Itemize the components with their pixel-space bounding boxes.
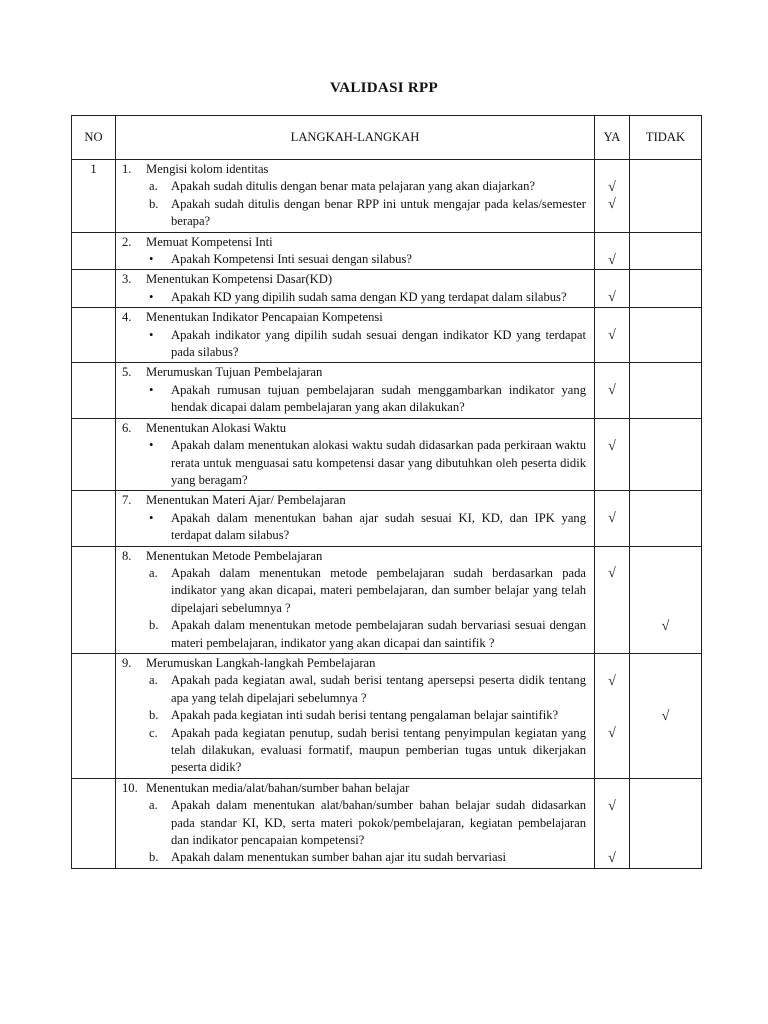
ya-cell <box>595 491 630 546</box>
tidak-cell <box>630 160 702 233</box>
row-number <box>72 308 116 363</box>
row-number <box>72 778 116 868</box>
question-item <box>146 725 586 777</box>
step-number: 3. <box>122 272 132 287</box>
check-mark-icon: √ <box>608 511 616 527</box>
step-heading <box>122 271 586 288</box>
row-number <box>72 270 116 308</box>
question-text: Apakah pada kegiatan inti sudah berisi tentang pengalaman belajar saintifik? <box>171 708 559 723</box>
table-row <box>72 418 702 491</box>
table-row <box>72 308 702 363</box>
question-item <box>146 510 586 545</box>
bullet-marker: • <box>149 438 154 453</box>
step-title: Merumuskan Tujuan Pembelajaran <box>146 365 323 380</box>
step-cell <box>116 653 595 778</box>
question-text: Apakah dalam menentukan metode pembelajaran sudah berdasarkan pada indikator yang akan dicapai, materi pembelajaran, dan sumber belajar yang telah dipelajari sebelumnya ? <box>171 565 586 615</box>
step-heading <box>122 780 586 797</box>
item-marker: b. <box>149 196 159 211</box>
check-mark-icon: √ <box>608 566 616 582</box>
question-item <box>146 849 586 866</box>
step-title: Menentukan Alokasi Waktu <box>146 420 287 435</box>
item-marker: b. <box>149 850 159 865</box>
ya-cell <box>595 232 630 270</box>
bullet-marker: • <box>149 510 154 525</box>
header-tidak: TIDAK <box>630 116 702 160</box>
item-marker: b. <box>149 618 159 633</box>
row-number <box>72 232 116 270</box>
question-text: Apakah dalam menentukan metode pembelajaran sudah bervariasi sesuai dengan materi pembelajaran, indikator yang akan dicapai dan saintifik ? <box>171 618 586 650</box>
bullet-marker: • <box>149 252 154 267</box>
item-marker: c. <box>149 725 158 740</box>
check-mark-icon: √ <box>608 726 616 742</box>
question-text: Apakah pada kegiatan awal, sudah berisi tentang apersepsi peserta didik tentang apa yang telah dipelajari sebelumnya ? <box>171 673 586 705</box>
ya-cell <box>595 308 630 363</box>
ya-cell <box>595 270 630 308</box>
ya-cell <box>595 418 630 491</box>
question-text: Apakah sudah ditulis dengan benar mata pelajaran yang akan diajarkan? <box>171 179 536 194</box>
check-mark-icon: √ <box>608 673 616 689</box>
table-header-row <box>72 116 702 160</box>
step-cell <box>116 778 595 868</box>
check-mark-icon: √ <box>608 252 616 268</box>
step-heading <box>122 309 586 326</box>
question-text: Apakah dalam menentukan alat/bahan/sumber bahan belajar sudah didasarkan pada standar KI, KD, serta materi pokok/pembelajaran, kegiatan pembelajaran dan indikator pencapaian kompetensi? <box>171 798 586 848</box>
question-item <box>146 672 586 707</box>
question-item <box>146 565 586 617</box>
question-text: Apakah Kompetensi Inti sesuai dengan silabus? <box>171 252 412 267</box>
table-row <box>72 546 702 653</box>
step-number: 8. <box>122 548 132 563</box>
item-marker: a. <box>149 673 158 688</box>
question-text: Apakah KD yang dipilih sudah sama dengan KD yang terdapat dalam silabus? <box>171 289 567 304</box>
check-mark-icon: √ <box>661 618 670 634</box>
step-heading <box>122 420 586 437</box>
step-title: Menentukan Kompetensi Dasar(KD) <box>146 272 333 287</box>
step-heading <box>122 492 586 509</box>
check-mark-icon: √ <box>608 798 616 814</box>
row-number <box>72 491 116 546</box>
bullet-marker: • <box>149 382 154 397</box>
header-langkah: LANGKAH-LANGKAH <box>116 116 595 160</box>
step-title: Memuat Kompetensi Inti <box>146 234 273 249</box>
row-number: 1 <box>72 160 116 233</box>
step-number: 9. <box>122 655 132 670</box>
question-item <box>146 289 586 306</box>
tidak-cell <box>630 491 702 546</box>
table-row <box>72 491 702 546</box>
check-mark-icon: √ <box>608 438 616 454</box>
step-number: 7. <box>122 493 132 508</box>
question-text: Apakah sudah ditulis dengan benar RPP ini untuk mengajar pada kelas/semester berapa? <box>171 196 586 229</box>
table-row <box>72 363 702 418</box>
step-cell <box>116 232 595 270</box>
table-row <box>72 653 702 778</box>
question-item <box>146 178 586 195</box>
question-text: Apakah rumusan tujuan pembelajaran sudah menggambarkan indikator yang hendak dicapai dalam pembelajaran yang akan dilakukan? <box>171 382 586 415</box>
step-title: Merumuskan Langkah-langkah Pembelajaran <box>146 655 376 670</box>
step-number: 2. <box>122 234 132 249</box>
tidak-cell <box>630 363 702 418</box>
step-number: 4. <box>122 310 132 325</box>
step-cell <box>116 418 595 491</box>
bullet-marker: • <box>149 327 154 342</box>
tidak-cell <box>630 232 702 270</box>
question-text: Apakah dalam menentukan bahan ajar sudah sesuai KI, KD, dan IPK yang terdapat dalam silabus? <box>171 510 586 543</box>
check-mark-icon: √ <box>608 328 616 344</box>
step-title: Menentukan Indikator Pencapaian Kompetensi <box>146 310 383 325</box>
tidak-cell <box>630 270 702 308</box>
check-mark-icon: √ <box>608 850 616 866</box>
tidak-cell <box>630 308 702 363</box>
step-number: 10. <box>122 780 138 795</box>
step-cell <box>116 160 595 233</box>
ya-cell <box>595 546 630 653</box>
step-title: Mengisi kolom identitas <box>146 162 269 176</box>
question-text: Apakah pada kegiatan penutup, sudah berisi tentang penyimpulan kegiatan yang telah dilakukan, evaluasi formatif, maupun pemberian tugas untuk dikerjakan peserta didik? <box>171 725 586 775</box>
tidak-cell <box>630 653 702 778</box>
question-item <box>146 196 586 231</box>
bullet-marker: • <box>149 289 154 304</box>
question-item <box>146 327 586 362</box>
header-no: NO <box>72 116 116 160</box>
table-row <box>72 270 702 308</box>
tidak-cell <box>630 418 702 491</box>
step-title: Menentukan Materi Ajar/ Pembelajaran <box>146 493 346 508</box>
item-marker: a. <box>149 798 158 813</box>
question-item <box>146 797 586 849</box>
check-mark-icon: √ <box>608 197 616 213</box>
step-heading <box>122 548 586 565</box>
step-title: Menentukan media/alat/bahan/sumber bahan belajar <box>146 780 410 795</box>
item-marker: a. <box>149 179 158 194</box>
ya-cell <box>595 778 630 868</box>
validation-table <box>71 115 702 869</box>
check-mark-icon: √ <box>608 290 616 306</box>
tidak-cell <box>630 546 702 653</box>
question-item <box>146 382 586 417</box>
page-title: VALIDASI RPP <box>330 80 438 96</box>
question-text: Apakah indikator yang dipilih sudah sesuai dengan indikator KD yang terdapat pada silabus? <box>171 327 586 360</box>
row-number <box>72 363 116 418</box>
table-row <box>72 160 702 233</box>
step-title: Menentukan Metode Pembelajaran <box>146 548 323 563</box>
tidak-cell <box>630 778 702 868</box>
step-number: 5. <box>122 365 132 380</box>
row-number <box>72 418 116 491</box>
step-heading <box>122 364 586 381</box>
step-heading <box>122 234 586 251</box>
question-item <box>146 707 586 724</box>
step-heading <box>122 161 586 178</box>
row-number <box>72 546 116 653</box>
question-text: Apakah dalam menentukan alokasi waktu sudah didasarkan pada perkiraan waktu rerata untuk menguasai satu kompetensi dasar yang dibutuhkan oleh peserta didik yang beragam? <box>171 438 586 487</box>
step-number: 1. <box>122 162 132 176</box>
step-cell <box>116 308 595 363</box>
table-row <box>72 232 702 270</box>
question-item <box>146 251 586 268</box>
header-ya: YA <box>595 116 630 160</box>
step-cell <box>116 270 595 308</box>
item-marker: b. <box>149 708 159 723</box>
ya-cell <box>595 363 630 418</box>
question-text: Apakah dalam menentukan sumber bahan ajar itu sudah bervariasi <box>171 850 507 865</box>
item-marker: a. <box>149 565 158 580</box>
step-cell <box>116 363 595 418</box>
check-mark-icon: √ <box>608 179 616 195</box>
table-row <box>72 778 702 868</box>
question-item <box>146 437 586 489</box>
step-heading <box>122 655 586 672</box>
step-cell <box>116 546 595 653</box>
step-cell <box>116 491 595 546</box>
step-number: 6. <box>122 420 132 435</box>
check-mark-icon: √ <box>608 383 616 399</box>
question-item <box>146 617 586 652</box>
check-mark-icon: √ <box>661 708 670 724</box>
ya-cell <box>595 653 630 778</box>
ya-cell <box>595 160 630 233</box>
row-number <box>72 653 116 778</box>
